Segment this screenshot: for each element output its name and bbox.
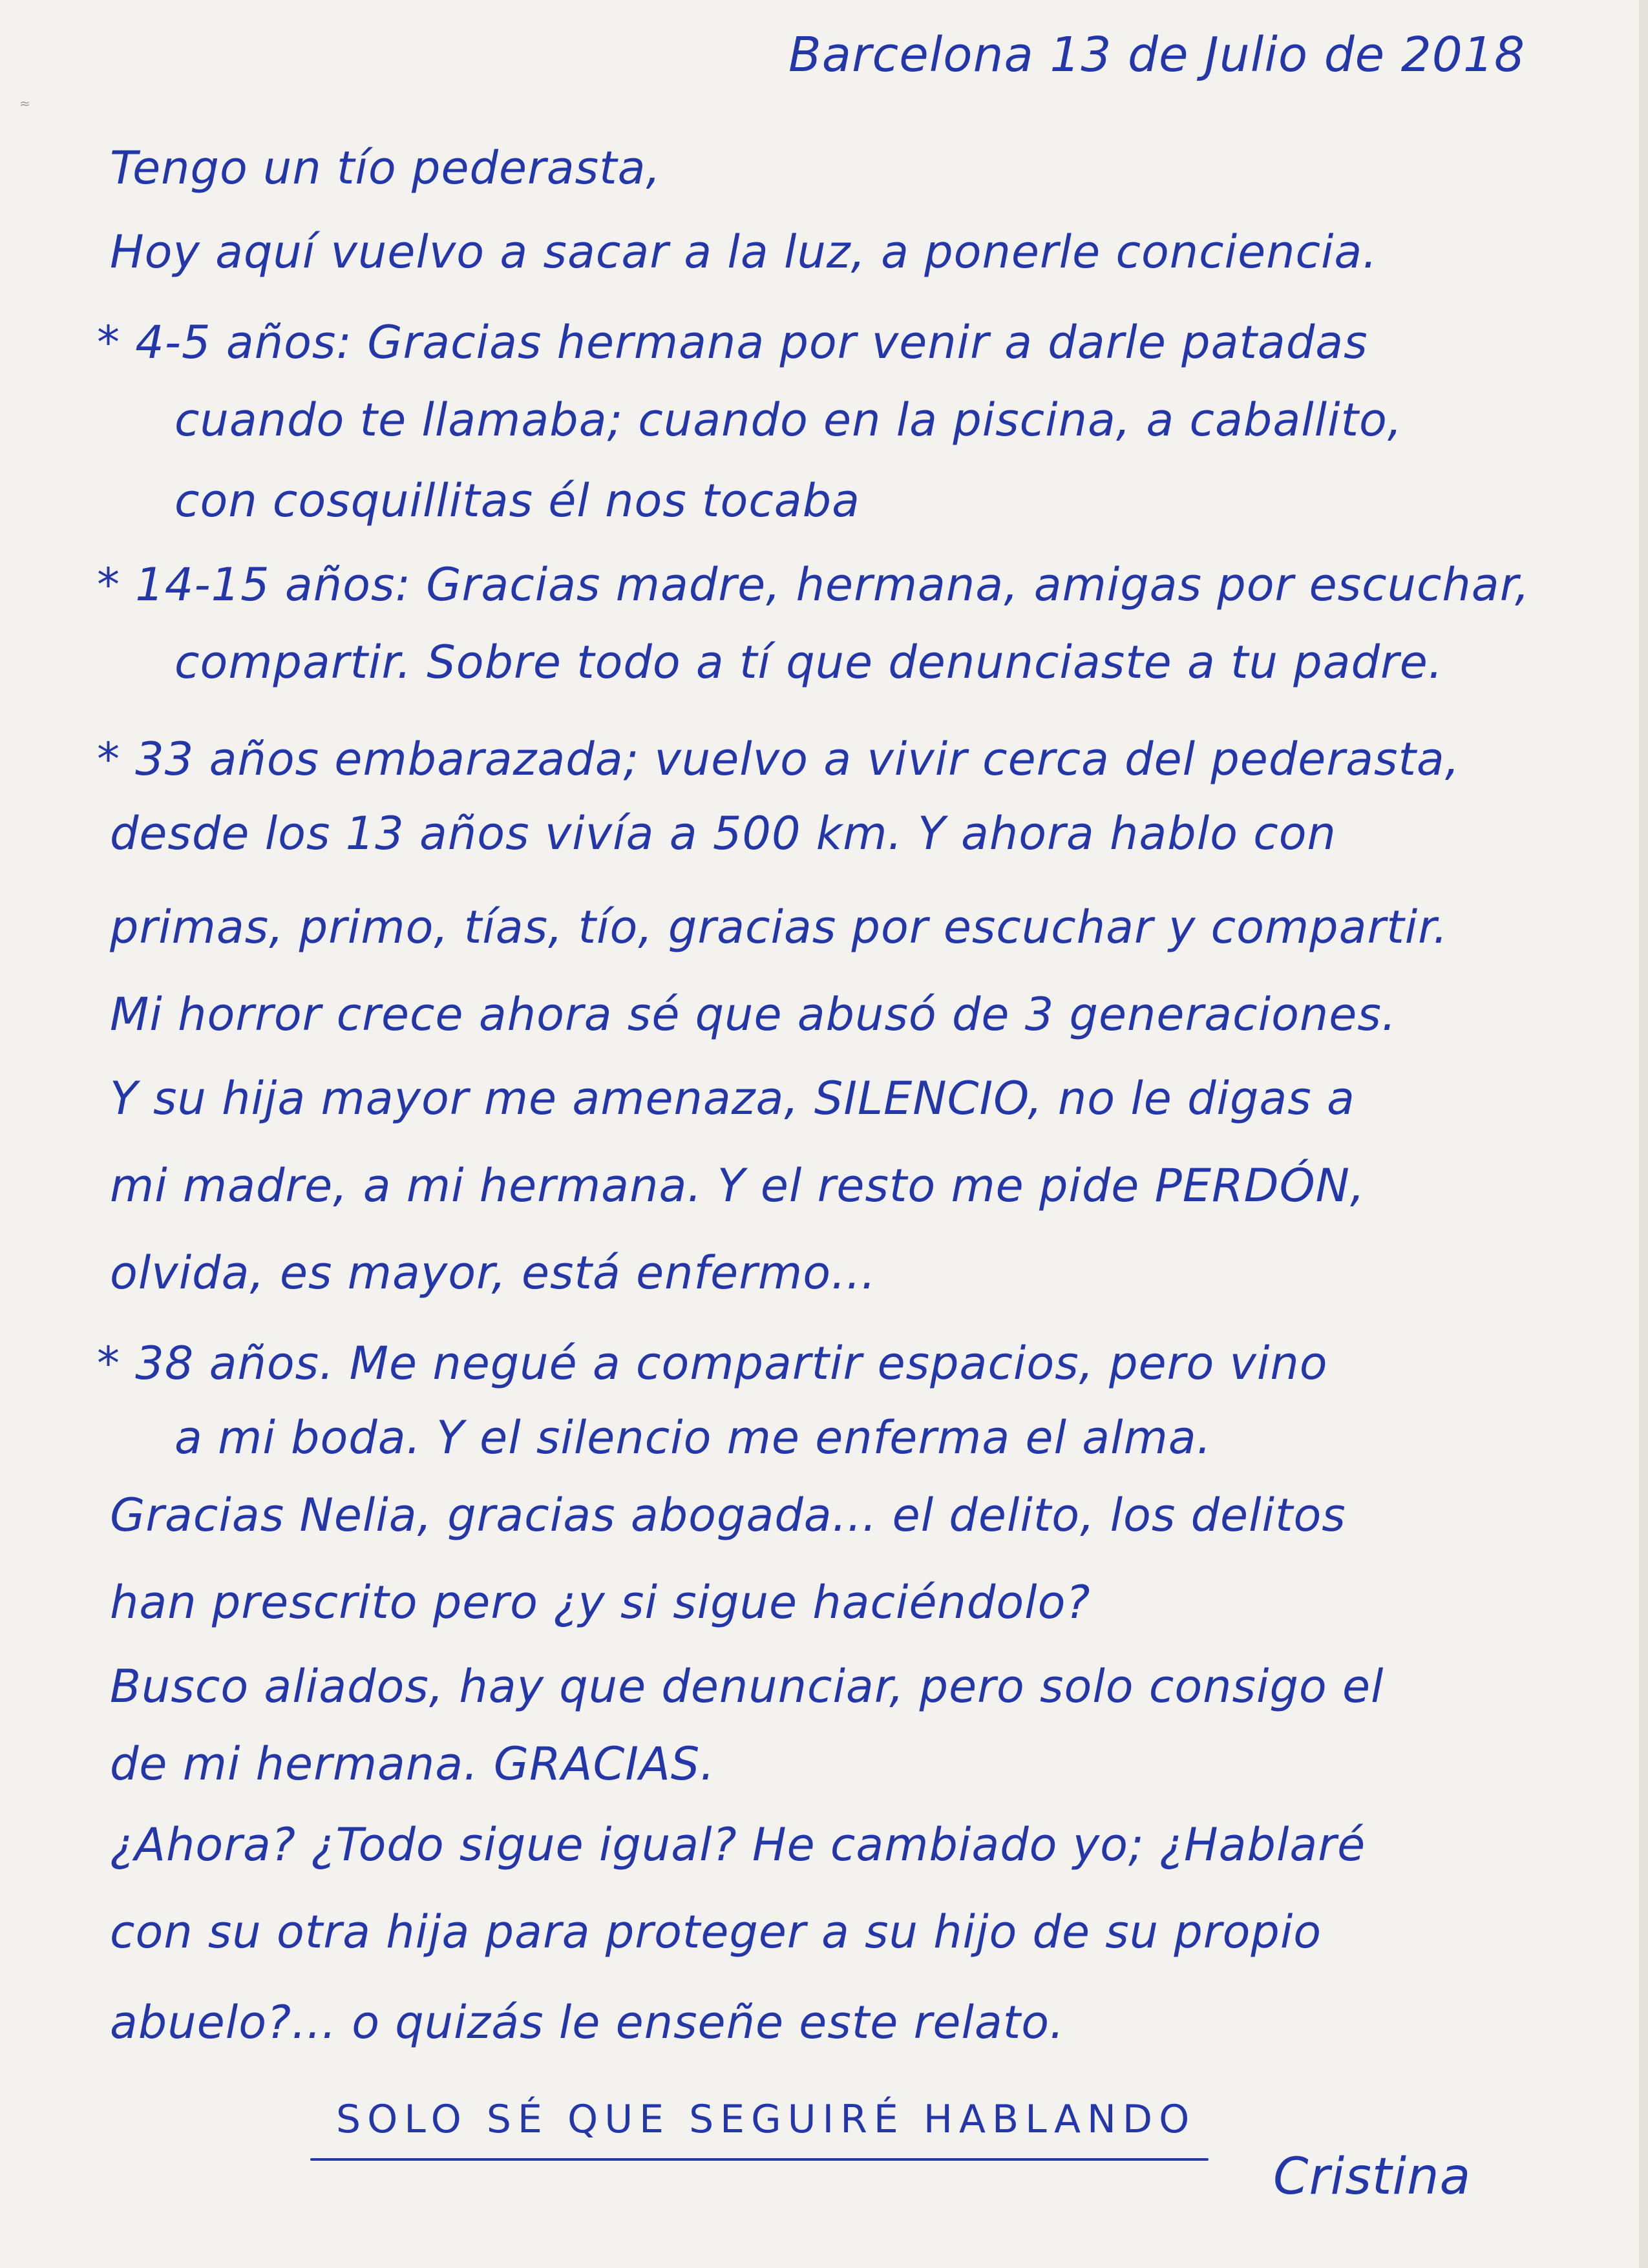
letter-line: Busco aliados, hay que denunciar, pero solo consigo el [110, 1660, 1384, 1713]
letter-line: a mi boda. Y el silencio me enferma el alma. [174, 1411, 1212, 1464]
letter-line: con su otra hija para proteger a su hijo de su propio [110, 1906, 1322, 1958]
letter-line: * 14-15 años: Gracias madre, hermana, amigas por escuchar, [97, 558, 1530, 611]
letter-line: * 38 años. Me negué a compartir espacios, pero vino [97, 1337, 1328, 1390]
paper-speck: ≈ [19, 96, 30, 111]
letter-line: de mi hermana. GRACIAS. [110, 1738, 715, 1790]
letter-line: han prescrito pero ¿y si sigue haciéndolo? [110, 1576, 1091, 1629]
signature: Cristina [1273, 2148, 1472, 2206]
letter-line: Mi horror crece ahora sé que abusó de 3 generaciones. [110, 988, 1397, 1041]
letter-line: Hoy aquí vuelvo a sacar a la luz, a ponerle conciencia. [110, 226, 1378, 278]
closing-statement: SOLO SÉ QUE SEGUIRÉ HABLANDO [336, 2097, 1196, 2142]
letter-line: * 4-5 años: Gracias hermana por venir a darle patadas [97, 316, 1368, 369]
letter-line: abuelo?... o quizás le enseñe este relato. [110, 1996, 1065, 2049]
letter-line: con cosquillitas él nos tocaba [174, 474, 861, 527]
letter-line: Gracias Nelia, gracias abogada... el delito, los delitos [110, 1489, 1346, 1542]
letter-line: * 33 años embarazada; vuelvo a vivir cerca del pederasta, [97, 733, 1461, 786]
letter-line: compartir. Sobre todo a tí que denunciaste a tu padre. [174, 636, 1444, 689]
letter-line: primas, primo, tías, tío, gracias por escuchar y compartir. [110, 901, 1448, 954]
letter-line: ¿Ahora? ¿Todo sigue igual? He cambiado yo; ¿Hablaré [110, 1818, 1366, 1871]
letter-line: Y su hija mayor me amenaza, SILENCIO, no le digas a [110, 1072, 1355, 1125]
letter-line: cuando te llamaba; cuando en la piscina, a caballito, [174, 394, 1403, 446]
closing-underline [310, 2158, 1209, 2161]
letter-line: mi madre, a mi hermana. Y el resto me pide PERDÓN, [110, 1159, 1366, 1212]
letter-line: olvida, es mayor, está enfermo... [110, 1246, 876, 1299]
letter-date: Barcelona 13 de Julio de 2018 [788, 27, 1526, 83]
letter-line: desde los 13 años vivía a 500 km. Y ahora hablo con [110, 807, 1336, 860]
letter-line: Tengo un tío pederasta, [110, 142, 661, 194]
